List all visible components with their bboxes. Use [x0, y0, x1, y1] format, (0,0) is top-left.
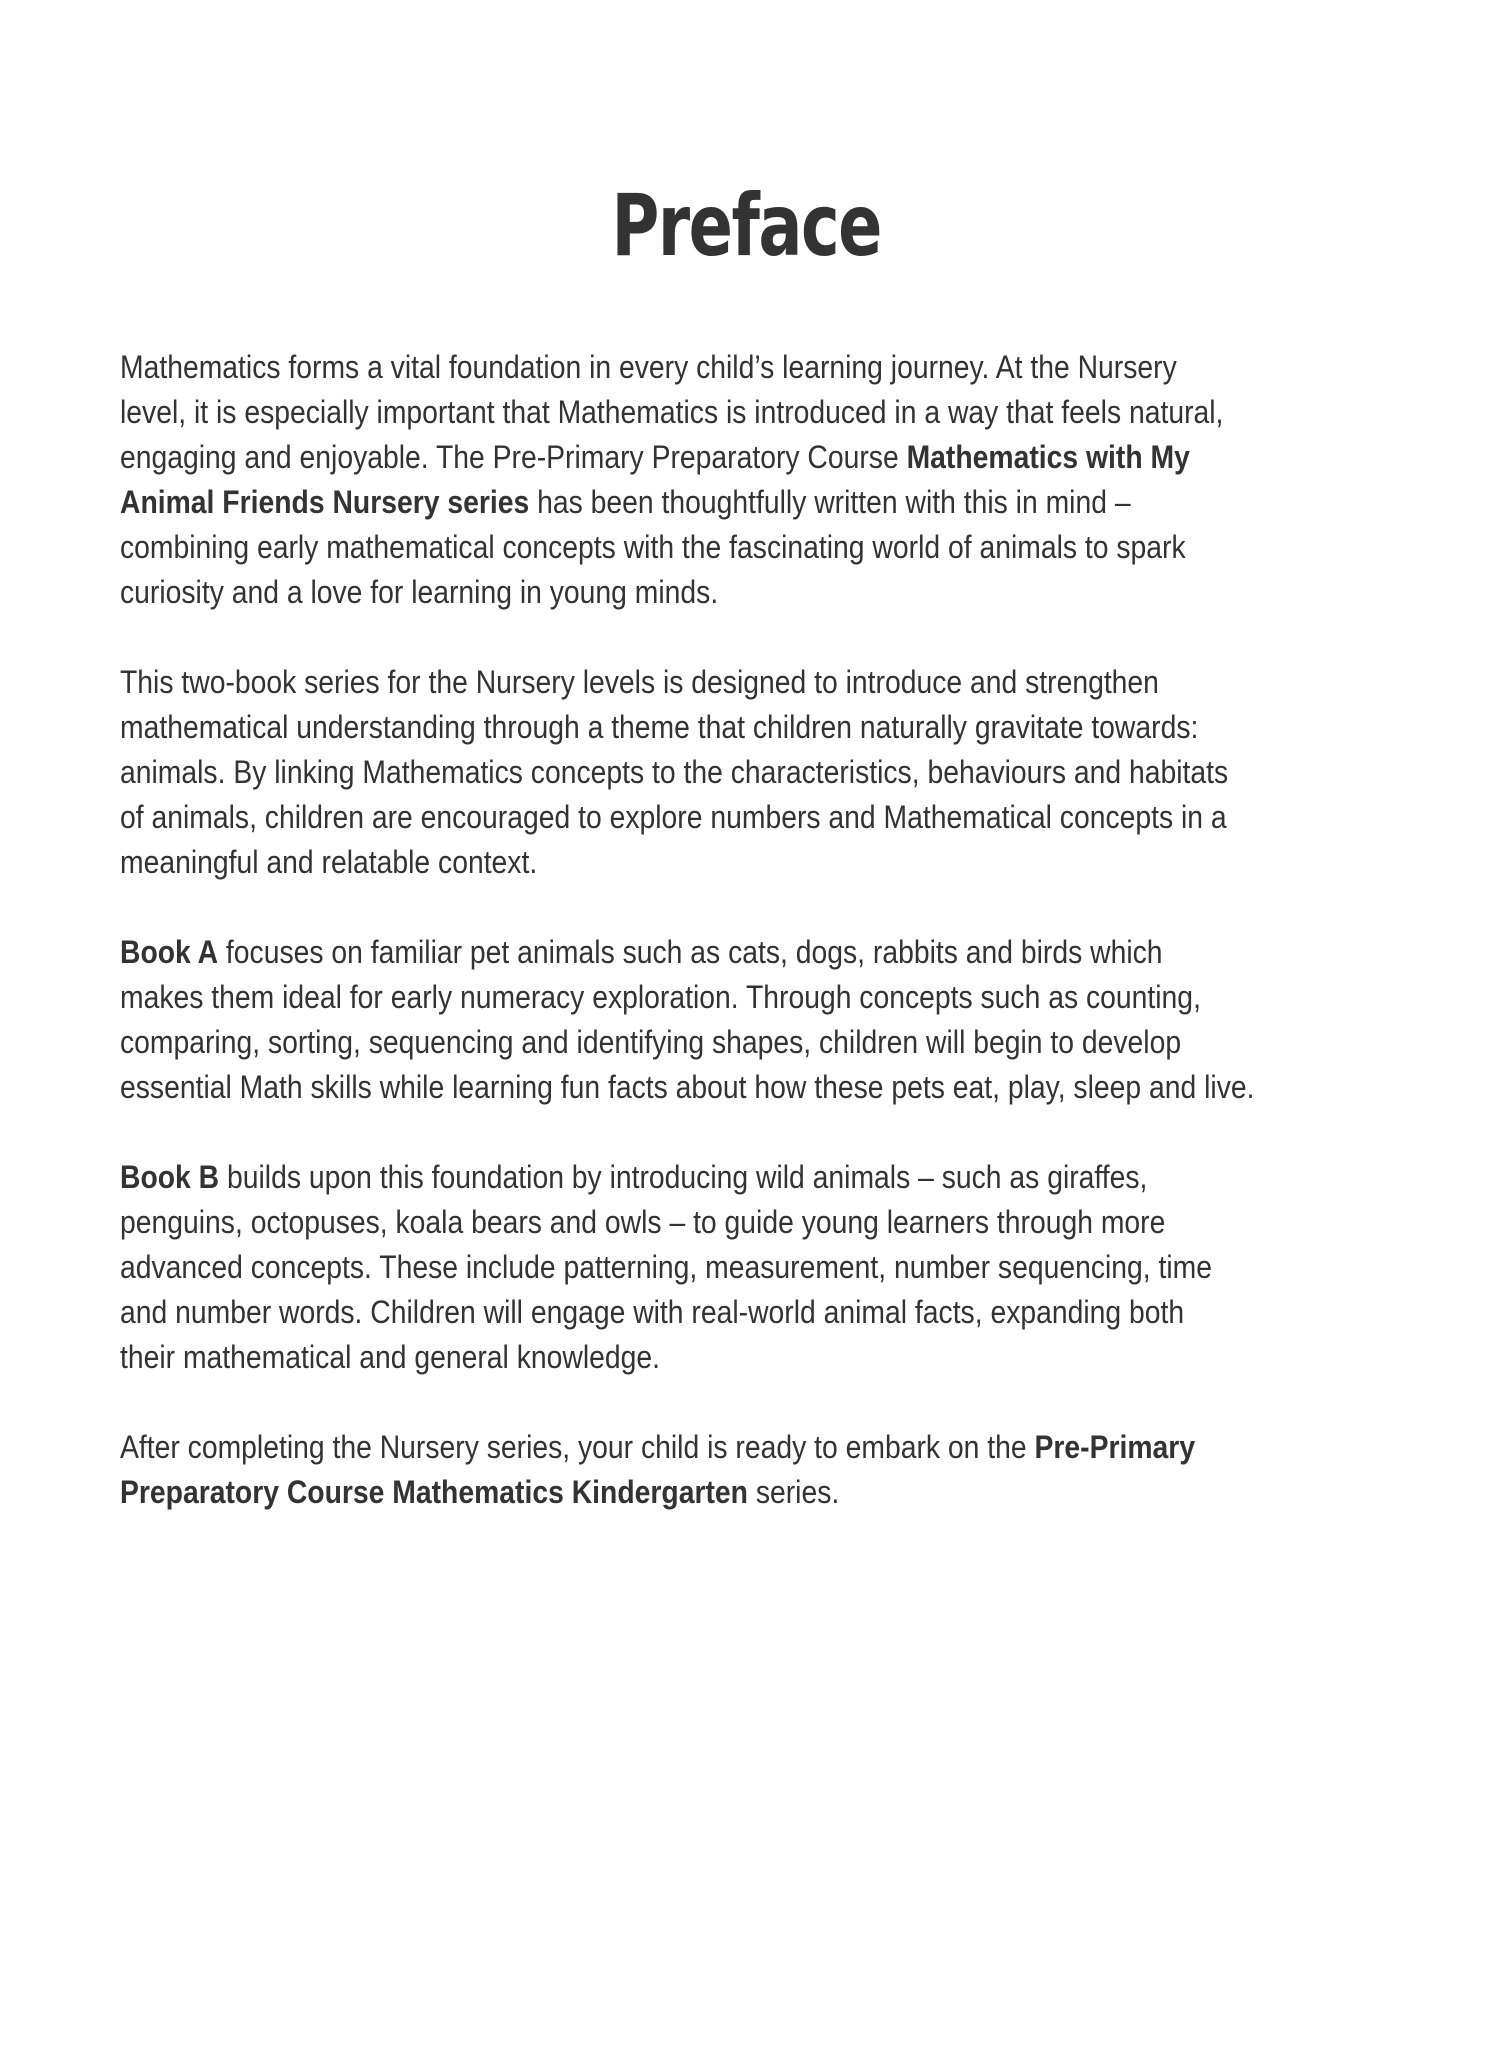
text-line	[120, 750, 1359, 795]
text-line	[120, 1470, 1359, 1515]
text-line	[120, 660, 1359, 705]
text-line	[120, 1065, 1359, 1110]
text-line	[120, 570, 1359, 615]
text-segment: combining early mathematical concepts with the fascinating world of animals to spark	[120, 529, 1186, 565]
bold-text: Preparatory Course Mathematics Kindergarten	[120, 1474, 748, 1510]
page-title-text: Preface	[611, 175, 881, 276]
paragraph-1	[120, 345, 1359, 615]
preface-body	[120, 345, 1359, 1560]
text-line	[120, 840, 1359, 885]
text-line	[120, 705, 1359, 750]
bold-text: Book B	[120, 1159, 220, 1195]
text-segment: penguins, octopuses, koala bears and owls – to guide young learners through more	[120, 1204, 1166, 1240]
text-line	[120, 1155, 1359, 1200]
bold-text: Animal Friends Nursery series	[120, 484, 530, 520]
text-line	[120, 1200, 1359, 1245]
text-segment: of animals, children are encouraged to explore numbers and Mathematical concepts in a	[120, 799, 1227, 835]
text-segment: and number words. Children will engage with real-world animal facts, expanding both	[120, 1294, 1185, 1330]
paragraph-4	[120, 1155, 1359, 1380]
text-segment: has been thoughtfully written with this in mind –	[529, 484, 1131, 520]
text-segment: essential Math skills while learning fun facts about how these pets eat, play, sleep and live.	[120, 1069, 1255, 1105]
text-segment: This two-book series for the Nursery levels is designed to introduce and strengthen	[120, 664, 1159, 700]
text-line	[120, 345, 1359, 390]
text-segment: focuses on familiar pet animals such as cats, dogs, rabbits and birds which	[218, 934, 1163, 970]
text-segment: After completing the Nursery series, your child is ready to embark on the	[120, 1429, 1035, 1465]
text-segment: animals. By linking Mathematics concepts to the characteristics, behaviours and habitats	[120, 754, 1229, 790]
text-segment: meaningful and relatable context.	[120, 844, 538, 880]
paragraph-3	[120, 930, 1359, 1110]
page-title	[0, 176, 1492, 276]
text-segment: engaging and enjoyable. The Pre-Primary Preparatory Course	[120, 439, 907, 475]
text-line	[120, 480, 1359, 525]
paragraph-2	[120, 660, 1359, 885]
text-segment: mathematical understanding through a theme that children naturally gravitate towards:	[120, 709, 1199, 745]
paragraph-5	[120, 1425, 1359, 1515]
text-line	[120, 795, 1359, 840]
text-line	[120, 1020, 1359, 1065]
text-line	[120, 975, 1359, 1020]
text-line	[120, 390, 1359, 435]
text-segment: builds upon this foundation by introducing wild animals – such as giraffes,	[219, 1159, 1148, 1195]
text-line	[120, 1245, 1359, 1290]
text-line	[120, 525, 1359, 570]
bold-text: Book A	[120, 934, 219, 970]
text-segment: curiosity and a love for learning in young minds.	[120, 574, 719, 610]
bold-text: Mathematics with My	[906, 439, 1190, 475]
text-segment: their mathematical and general knowledge.	[120, 1339, 660, 1375]
text-line	[120, 1290, 1359, 1335]
text-segment: series.	[747, 1474, 840, 1510]
text-line	[120, 1425, 1359, 1470]
text-segment: Mathematics forms a vital foundation in every child’s learning journey. At the Nursery	[120, 349, 1177, 385]
text-segment: advanced concepts. These include patterning, measurement, number sequencing, time	[120, 1249, 1213, 1285]
bold-text: Pre-Primary	[1034, 1429, 1196, 1465]
text-line	[120, 930, 1359, 975]
text-line	[120, 1335, 1359, 1380]
text-segment: makes them ideal for early numeracy exploration. Through concepts such as counting,	[120, 979, 1201, 1015]
text-segment: level, it is especially important that Mathematics is introduced in a way that feels natural,	[120, 394, 1224, 430]
text-segment: comparing, sorting, sequencing and identifying shapes, children will begin to develop	[120, 1024, 1182, 1060]
text-line	[120, 435, 1359, 480]
